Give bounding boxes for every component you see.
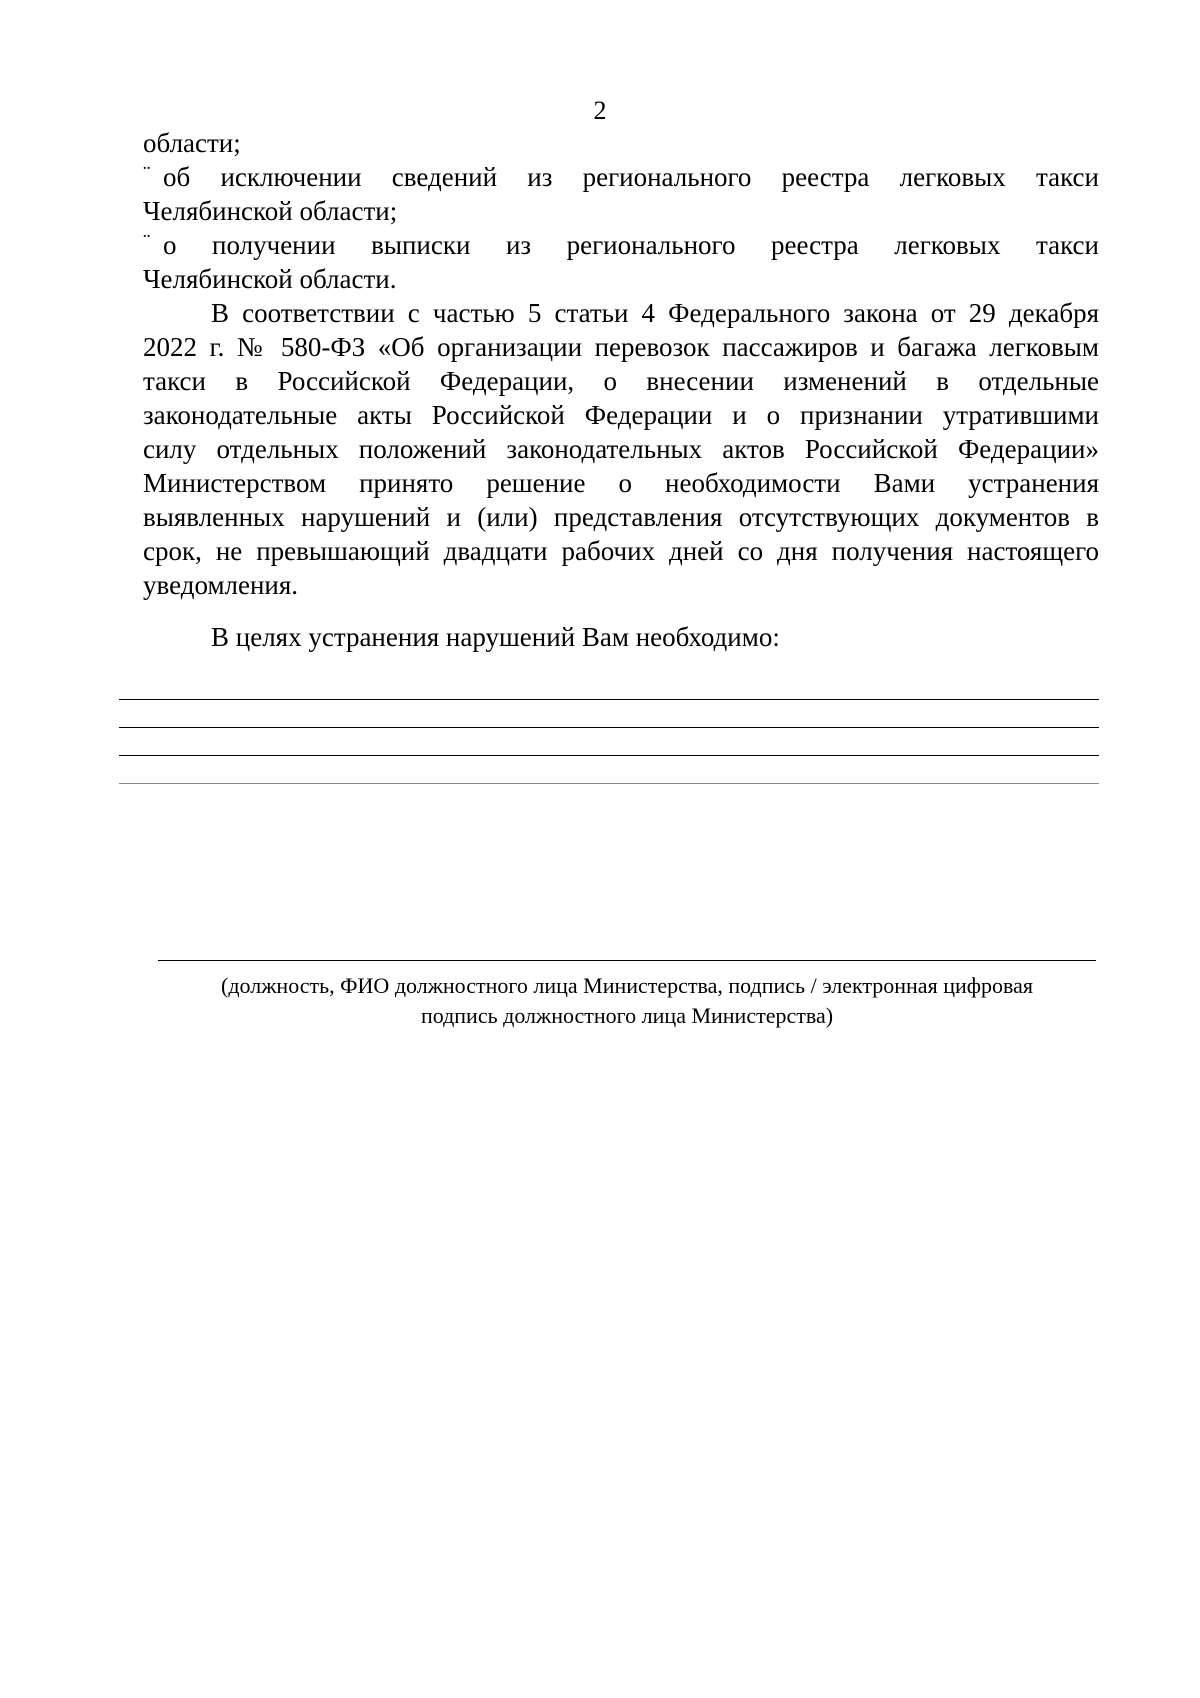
bullet-item-extract (143, 228, 1099, 262)
text-line: срок, не превышающий двадцати рабочих дней со дня получения настоящего (143, 536, 1099, 566)
page-number: 2 (593, 96, 607, 125)
signature-caption-line: подпись должностного лица Министерства) (420, 1003, 834, 1028)
paragraph-gap (143, 602, 1099, 620)
fill-in-line[interactable] (119, 727, 1099, 728)
signature-line[interactable] (158, 960, 1096, 961)
bullet-icon: ¨ (143, 229, 151, 254)
text-line: о получении выписки из регионального реестра легковых такси (163, 230, 1099, 260)
fill-in-lines (119, 699, 1099, 811)
text-line: Челябинской области. (143, 264, 397, 294)
signature-block (158, 960, 1096, 1031)
text-line: об исключении сведений из регионального реестра легковых такси (163, 162, 1099, 192)
paragraph-first-line: В соответствии с частью 5 статьи 4 Федерального закона от 29 декабря (211, 298, 1099, 328)
text-line: силу отдельных положений законодательных актов Российской Федерации» (143, 434, 1099, 464)
signature-caption-line: (должность, ФИО должностного лица Министерства, подпись / электронная цифровая (221, 973, 1033, 998)
text-line: 2022 г. № 580-ФЗ «Об организации перевозок пассажиров и багажа легковым (143, 332, 1099, 362)
fill-in-line[interactable] (119, 699, 1099, 700)
fill-in-line[interactable] (119, 755, 1099, 756)
signature-caption (158, 971, 1096, 1031)
text-line: выявленных нарушений и (или) представления отсутствующих документов в (143, 502, 1099, 532)
instructions-heading: В целях устранения нарушений Вам необходимо: (211, 622, 780, 652)
fill-in-line[interactable] (119, 783, 1099, 784)
document-body (143, 126, 1099, 654)
text-line: области; (143, 128, 241, 158)
text-line: законодательные акты Российской Федерации и о признании утратившими (143, 400, 1099, 430)
bullet-icon: ¨ (143, 161, 151, 186)
text-line: Челябинской области; (143, 196, 398, 226)
text-line: такси в Российской Федерации, о внесении изменений в отдельные (143, 366, 1099, 396)
text-line: Министерством принято решение о необходимости Вами устранения (143, 468, 1099, 498)
text-line: уведомления. (143, 570, 299, 600)
bullet-item-exclusion (143, 160, 1099, 194)
